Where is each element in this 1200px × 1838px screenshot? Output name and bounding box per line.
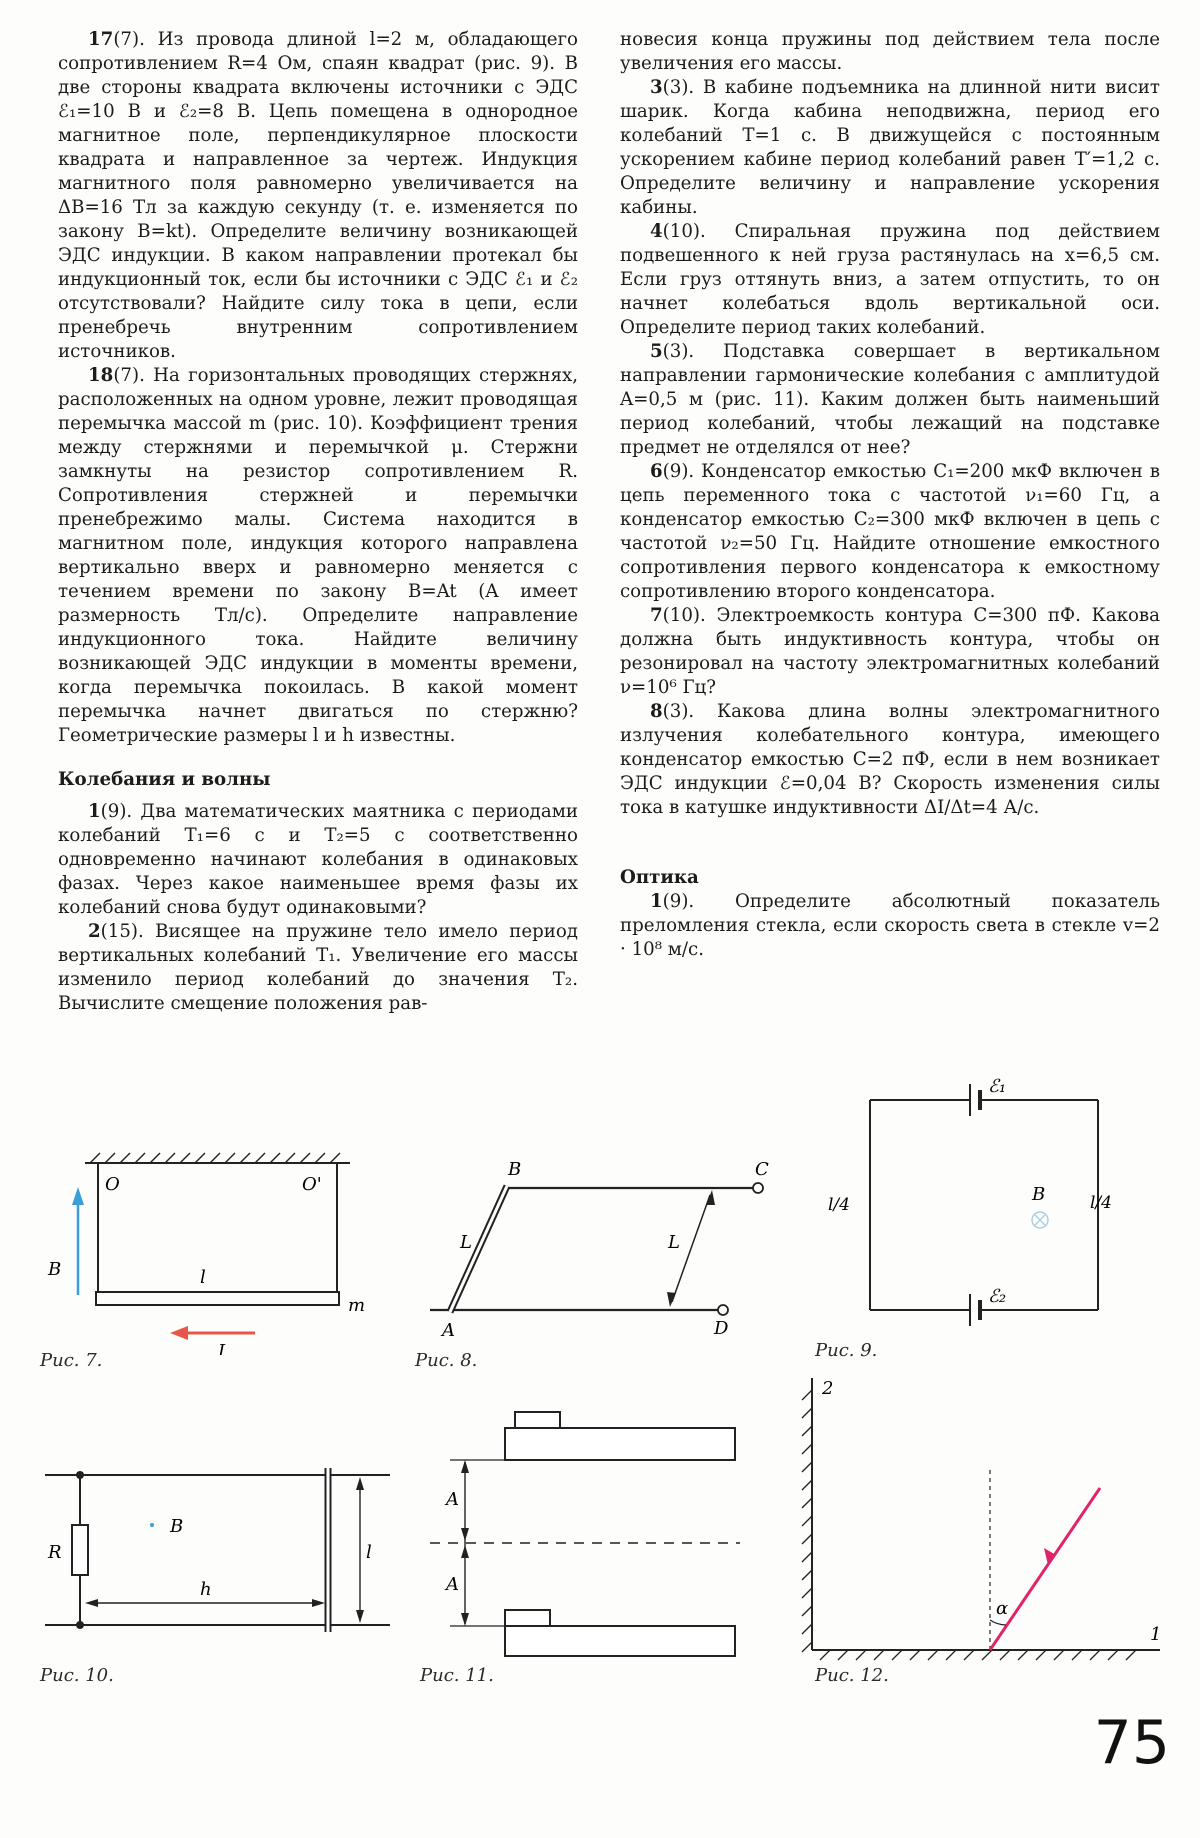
label-m: m bbox=[348, 1295, 366, 1316]
label-a-bottom: A bbox=[446, 1574, 459, 1595]
label-a-top: A bbox=[446, 1489, 459, 1510]
caption-fig10: Рис. 10. bbox=[40, 1665, 114, 1686]
section-optics: Оптика bbox=[620, 867, 699, 888]
oscillation-problem-2: 2(15). Висящее на пружине тело имело период вертикальных колебаний T₁. Увеличение его массы изменило период колебаний до значения T₂. Вычислите смещение положения рав- bbox=[58, 921, 578, 1014]
figure-10 bbox=[40, 1450, 390, 1670]
label-l-left: L bbox=[460, 1232, 472, 1253]
section-oscillations: Колебания и волны bbox=[58, 769, 271, 790]
caption-fig9: Рис. 9. bbox=[815, 1340, 878, 1361]
label-emf2: ℰ₂ bbox=[988, 1286, 1007, 1307]
label-medium-2: 2 bbox=[822, 1378, 834, 1399]
label-medium-1: 1 bbox=[1150, 1624, 1162, 1645]
oscillation-problem-6: 6(9). Конденсатор емкостью C₁=200 мкФ включен в цепь переменного тока с частотой ν₁=60 Гц, а конденсатор емкостью C₂=300 мкФ включен в цепь с частотой ν₂=50 Гц. Найдите отношение емкостного сопротивления первого конденсатора к емкостному сопротивлению второго конденсатора. bbox=[620, 461, 1160, 602]
label-l4-left: l/4 bbox=[828, 1195, 850, 1215]
label-l: l bbox=[366, 1542, 372, 1563]
problem-17: 17(7). Из провода длиной l=2 м, обладающего сопротивлением R=4 Ом, спаян квадрат (рис. 9). В две стороны квадрата включены источники с ЭДС ℰ₁=10 В и ℰ₂=8 В. Цепь помещена в однородное магнитное поле, перпендикулярное плоскости квадрата и направленное за чертеж. Индукция магнитного поля равномерно увеличивается на ΔB=16 Тл за каждую секунду (т. е. изменяется по закону B=kt). Определите величину возникающей ЭДС индукции. В каком направлении протекал бы индукционный ток, если бы источники с ЭДС ℰ₁ и ℰ₂ отсутствовали? Найдите силу тока в цепи, если пренебречь внутренним сопротивлением источников. bbox=[58, 29, 578, 362]
label-emf1: ℰ₁ bbox=[988, 1076, 1007, 1097]
label-i: I bbox=[218, 1341, 226, 1355]
label-b: B bbox=[508, 1159, 522, 1180]
caption-fig12: Рис. 12. bbox=[815, 1665, 889, 1686]
label-o-prime: O' bbox=[302, 1174, 322, 1195]
label-b: B bbox=[170, 1516, 184, 1537]
oscillation-problem-7: 7(10). Электроемкость контура C=300 пФ. Какова должна быть индуктивность контура, чтобы он резонировал на частоту электромагнитных колебаний ν=10⁶ Гц? bbox=[620, 605, 1160, 698]
caption-fig7: Рис. 7. bbox=[40, 1350, 103, 1371]
label-h: h bbox=[200, 1579, 212, 1600]
figure-8 bbox=[410, 1150, 780, 1350]
label-r: R bbox=[48, 1542, 62, 1563]
label-alpha: α bbox=[996, 1598, 1009, 1619]
label-o: O bbox=[105, 1174, 120, 1195]
caption-fig8: Рис. 8. bbox=[415, 1350, 478, 1371]
figure-9 bbox=[820, 1070, 1120, 1340]
oscillation-problem-3: 3(3). В кабине подъемника на длинной нити висит шарик. Когда кабина неподвижна, период его колебаний T=1 с. В движущейся с постоянным ускорением кабине период колебаний равен T′=1,2 с. Определите величину и направление ускорения кабины. bbox=[620, 77, 1160, 218]
left-column bbox=[58, 28, 578, 1016]
right-column bbox=[620, 28, 1160, 962]
label-b: B bbox=[48, 1259, 62, 1280]
figure-11 bbox=[420, 1400, 760, 1660]
optics-problem-1: 1(9). Определите абсолютный показатель преломления стекла, если скорость света в стекле v=2 · 10⁸ м/с. bbox=[620, 891, 1160, 960]
problem-2-continuation: новесия конца пружины под действием тела после увеличения его массы. bbox=[620, 29, 1160, 74]
label-l4-right: l/4 bbox=[1090, 1193, 1112, 1213]
light-ray bbox=[990, 1488, 1100, 1650]
label-b: B bbox=[1032, 1184, 1046, 1205]
label-a: A bbox=[442, 1320, 455, 1341]
caption-fig11: Рис. 11. bbox=[420, 1665, 494, 1686]
label-l: l bbox=[200, 1267, 206, 1288]
problem-18: 18(7). На горизонтальных проводящих стержнях, расположенных на одном уровне, лежит проводящая перемычка массой m (рис. 10). Коэффициент трения между стержнями и перемычкой μ. Стержни замкнуты на резистор сопротивлением R. Сопротивления стержней и перемычки пренебрежимо малы. Система находится в магнитном поле, индукция которого направлена вертикально вверх и равномерно меняется с течением времени по закону B=At (A имеет размерность Тл/с). Определите направление индукционного тока. Найдите величину возникающей ЭДС индукции в моменты времени, когда перемычка покоилась. В какой момент перемычка начнет двигаться по стержню? Геометрические размеры l и h известны. bbox=[58, 365, 578, 746]
label-l-right: L bbox=[668, 1232, 680, 1253]
oscillation-problem-1: 1(9). Два математических маятника с периодами колебаний T₁=6 с и T₂=5 с соответственно одновременно начинают колебания в одинаковых фазах. Через какое наименьшее время фазы их колебаний снова будут одинаковыми? bbox=[58, 801, 578, 918]
label-c: C bbox=[755, 1159, 769, 1180]
figure-12 bbox=[790, 1370, 1170, 1670]
oscillation-problem-8: 8(3). Какова длина волны электромагнитного излучения колебательного контура, имеющего конденсатор емкостью C=2 пФ, если в нем возникает ЭДС индукции ℰ=0,04 В? Скорость изменения силы тока в катушке индуктивности ΔI/Δt=4 А/с. bbox=[620, 701, 1160, 818]
page-number: 75 bbox=[1093, 1708, 1170, 1778]
label-d: D bbox=[714, 1318, 729, 1339]
oscillation-problem-4: 4(10). Спиральная пружина под действием подвешенного к ней груза растянулась на x=6,5 см. Если груз оттянуть вниз, а затем отпустить, то он начнет колебаться вдоль вертикальной оси. Определите период таких колебаний. bbox=[620, 221, 1160, 338]
figure-7 bbox=[40, 1135, 370, 1355]
oscillation-problem-5: 5(3). Подставка совершает в вертикальном направлении гармонические колебания с амплитудой A=0,5 м (рис. 11). Каким должен быть наименьший период колебаний, чтобы лежащий на подставке предмет не отделялся от нее? bbox=[620, 341, 1160, 458]
